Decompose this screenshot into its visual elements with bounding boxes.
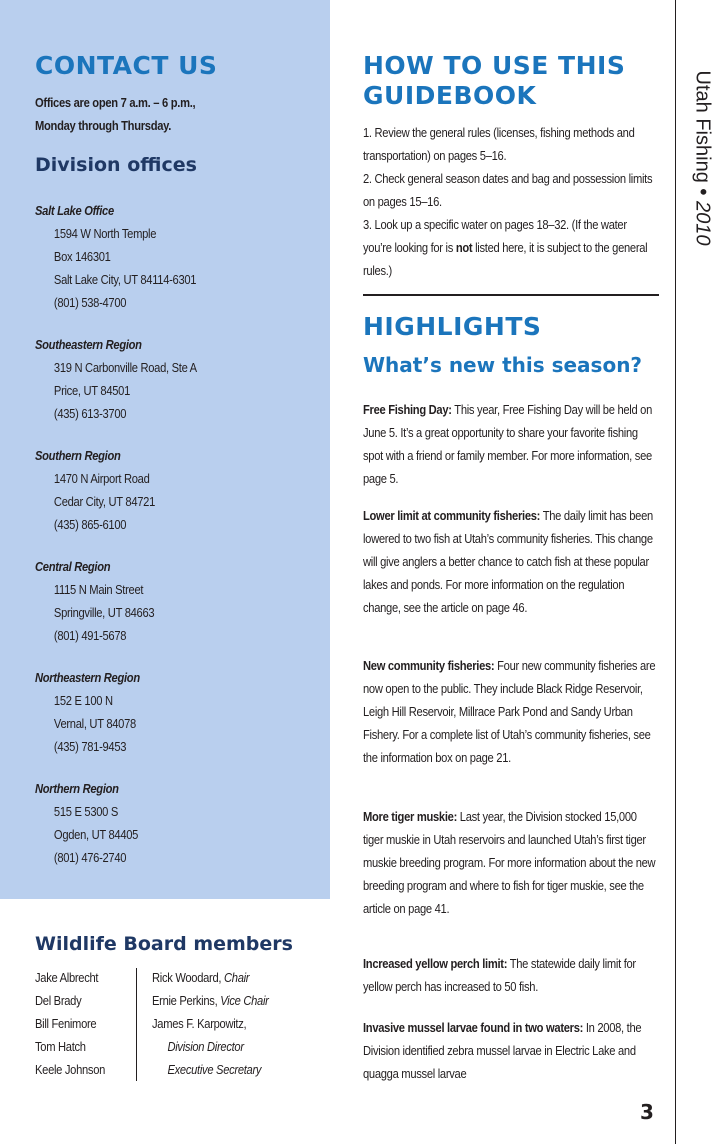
board-title: Wildlife Board members [35, 933, 293, 955]
board-left-column [35, 966, 105, 1081]
side-rule [675, 0, 676, 1144]
section-divider [363, 294, 659, 296]
board-member: Jake Albrecht [35, 970, 99, 985]
board-right-column [152, 966, 269, 1081]
board-member: Ernie Perkins, Vice Chair [152, 993, 269, 1008]
board-role: Division Director [167, 1039, 244, 1054]
office-hours: Offices are open 7 a.m. – 6 p.m., Monday through Thursday. [35, 95, 196, 133]
running-header [677, 48, 727, 268]
office-northeastern: Northeastern Region 152 E 100 N Vernal, UT 84078 (435) 781-9453 [35, 670, 140, 754]
howto-step-2: 2. Check general season dates and bag and possession limits on pages 15–16. [363, 171, 653, 209]
running-header-title: Utah Fishing [691, 70, 714, 183]
office-northern: Northern Region 515 E 5300 S Ogden, UT 84405 (801) 476-2740 [35, 781, 139, 865]
page-number: 3 [640, 1100, 654, 1124]
board-member: Del Brady [35, 993, 82, 1008]
board-divider [136, 968, 137, 1081]
highlight-item: New community fisheries: Four new community fisheries are now open to the public. They include Black Ridge Reservoir, Leigh Hill Reservoir, Millrace Park Pond and Sandy Urban Fishery. For a complete list of Utah’s community fisheries, see the information box on page 21. [363, 658, 656, 765]
highlight-item: Lower limit at community fisheries: The daily limit has been lowered to two fish at Utah’s community fisheries. This change will give anglers a better chance to catch fish at these popular lakes and ponds. For more information on the regulation change, see the article on page 46. [363, 508, 653, 615]
running-header-year: 2010 [691, 200, 714, 246]
highlight-item: More tiger muskie: Last year, the Division stocked 15,000 tiger muskie in Utah reservoirs and launched Utah’s first tiger muskie breeding program. For more information about the new breeding program and where to fish for tiger muskie, see the article on page 41. [363, 809, 656, 916]
office-southeastern: Southeastern Region 319 N Carbonville Road, Ste A Price, UT 84501 (435) 613-3700 [35, 337, 197, 421]
running-header-bullet: • [691, 188, 714, 196]
howto-step-1: 1. Review the general rules (licenses, fishing methods and transportation) on pages 5–16. [363, 125, 635, 163]
board-member: James F. Karpowitz, [152, 1016, 247, 1031]
board-member: Keele Johnson [35, 1062, 106, 1077]
highlights-subtitle: What’s new this season? [363, 353, 643, 377]
howto-steps [363, 121, 655, 282]
board-role: Executive Secretary [167, 1062, 262, 1077]
highlights-title: HIGHLIGHTS [363, 312, 542, 341]
office-central: Central Region 1115 N Main Street Springville, UT 84663 (801) 491-5678 [35, 559, 155, 643]
howto-step-3: 3. Look up a specific water on pages 18–32. (If the water you’re looking for is not listed here, it is subject to the general rules.) [363, 217, 648, 278]
office-southern: Southern Region 1470 N Airport Road Cedar City, UT 84721 (435) 865-6100 [35, 448, 155, 532]
howto-title-line2: GUIDEBOOK [363, 81, 537, 110]
division-offices-heading: Division offices [35, 154, 197, 176]
board-member: Tom Hatch [35, 1039, 86, 1054]
highlight-item: Increased yellow perch limit: The statewide daily limit for yellow perch has increased to 50 fish. [363, 956, 636, 994]
board-member: Bill Fenimore [35, 1016, 97, 1031]
office-salt-lake: Salt Lake Office 1594 W North Temple Box 146301 Salt Lake City, UT 84114-6301 (801) 538-4700 [35, 203, 197, 310]
contact-title: CONTACT US [35, 51, 218, 80]
highlight-item: Invasive mussel larvae found in two waters: In 2008, the Division identified zebra mussel larvae in Electric Lake and quagga mussel larvae [363, 1020, 642, 1081]
highlight-item: Free Fishing Day: This year, Free Fishing Day will be held on June 5. It’s a great opportunity to share your favorite fishing spot with a friend or family member. For more information, see page 5. [363, 402, 653, 486]
howto-title-line1: HOW TO USE THIS [363, 51, 626, 80]
board-member: Rick Woodard, Chair [152, 970, 250, 985]
